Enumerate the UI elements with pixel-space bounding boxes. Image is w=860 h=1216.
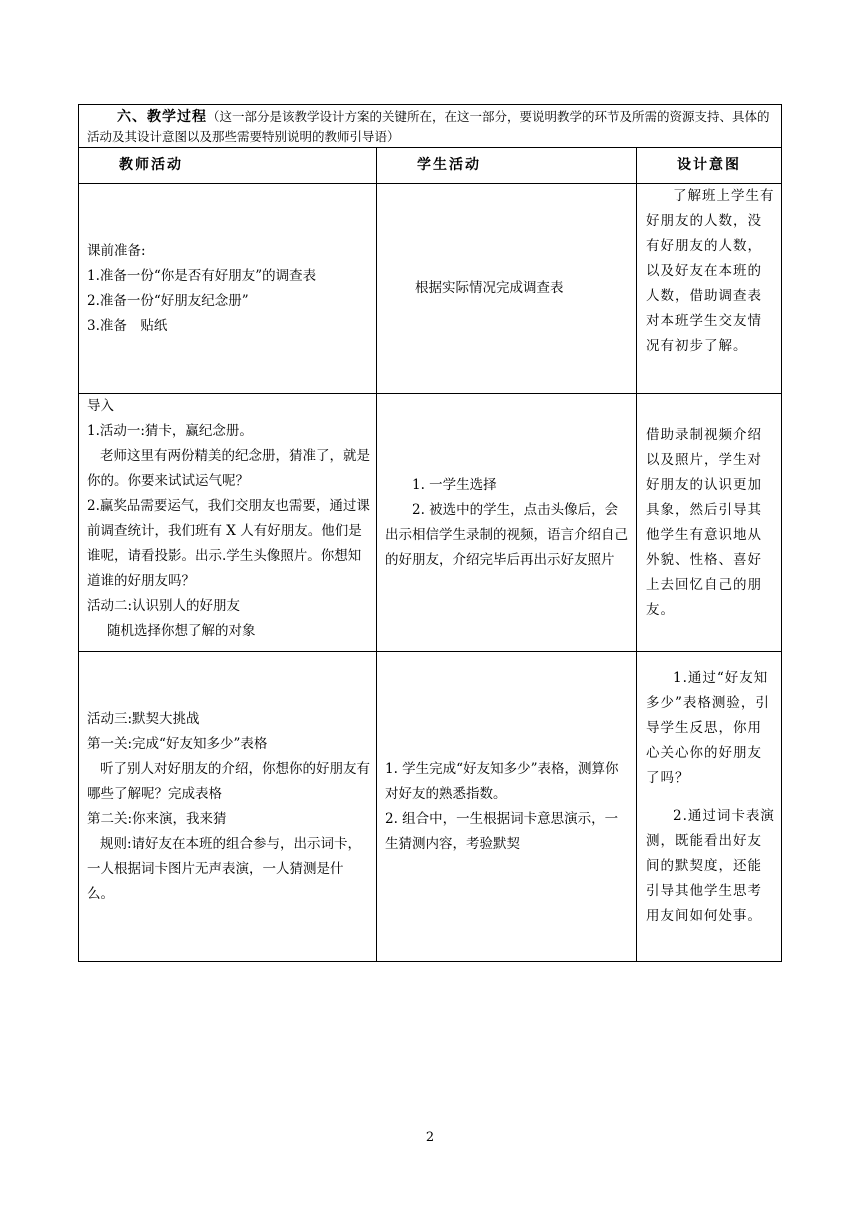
teacher-line: 课前准备:: [87, 242, 146, 259]
header-teacher-activity: 教师活动: [79, 148, 377, 184]
lesson-plan-sheet: [78, 104, 781, 962]
teacher-line: 2.赢奖品需要运气，我们交朋友也需要，通过课前调查统计，我们班有 X 人有好朋友。他们是谁呢，请看投影。出示.学生头像照片。你想知道谁的好朋友吗？: [87, 498, 370, 589]
teacher-line: 1.活动一:猜卡，赢纪念册。: [87, 423, 253, 439]
section-heading: 六、教学过程: [117, 109, 207, 125]
teacher-line: 导入: [87, 398, 114, 414]
teaching-process-table: [78, 104, 782, 962]
student-line: 根据实际情况完成调查表: [415, 280, 564, 296]
teacher-line: 2.准备一份“好朋友纪念册”: [87, 292, 249, 309]
teacher-activity-cell: [79, 184, 377, 394]
design-intent-cell: [637, 394, 782, 652]
student-activity-cell: [377, 184, 637, 394]
teacher-line: 随机选择你想了解的对象: [107, 623, 256, 639]
table-row: [79, 184, 782, 394]
student-line: 2. 组合中，一生根据词卡意思演示，一生猜测内容，考验默契: [385, 810, 619, 852]
teacher-line: 活动三:默契大挑战: [87, 710, 200, 727]
design-line: 1.通过“好友知多少”表格测验，引导学生反思，你用心关心你的好朋友了吗？: [646, 669, 770, 786]
design-line: 了解班上学生有好朋友的人数，没有好朋友的人数，以及好友在本班的人数，借助调查表对本班学生交友情况有初步了解。: [646, 188, 775, 354]
teacher-activity-cell: [79, 652, 377, 962]
section-title-cell: [79, 105, 782, 148]
section-title-row: [79, 105, 782, 148]
teacher-line: 第二关:你来演，我来猜: [87, 810, 227, 827]
student-activity-cell: [377, 394, 637, 652]
teacher-line: 活动二:认识别人的好朋友: [87, 598, 241, 614]
student-line: 1. 学生完成“好友知多少”表格，测算你对好友的熟悉指数。: [385, 760, 619, 802]
design-intent-cell: [637, 184, 782, 394]
student-line: 1. 一学生选择: [412, 476, 497, 493]
design-line: 借助录制视频介绍以及照片，学生对好朋友的认识更加具象，然后引导其他学生有意识地从外貌、性格、喜好上去回忆自己的朋友。: [646, 426, 762, 618]
teacher-line: 规则:请好友在本班的组合参与，出示词卡，一人根据词卡图片无声表演，一人猜测是什么。: [87, 835, 362, 902]
teacher-activity-cell: [79, 394, 377, 652]
table-row: [79, 394, 782, 652]
section-note: （这一部分是该教学设计方案的关键所在，在这一部分，要说明教学的环节及所需的资源支持、具体的活动及其设计意图以及那些需要特别说明的教师引导语）: [87, 109, 770, 144]
header-design-intent: 设计意图: [637, 148, 782, 184]
teacher-line: 听了别人对好朋友的介绍，你想你的好朋友有哪些了解呢？完成表格: [87, 760, 370, 802]
header-student-activity: 学生活动: [377, 148, 637, 184]
page-number: 2: [425, 1130, 435, 1145]
design-intent-cell: [637, 652, 782, 962]
table-header-row: [79, 148, 782, 184]
design-line: 2.通过词卡表演测，既能看出好友间的默契度，还能引导其他学生思考用友间如何处事。: [646, 808, 775, 924]
teacher-line: 第一关:完成“好友知多少”表格: [87, 735, 268, 752]
student-activity-cell: [377, 652, 637, 962]
table-row: [79, 652, 782, 962]
student-line: 2. 被选中的学生，点击头像后，会出示相信学生录制的视频，语言介绍自己的好朋友，介绍完毕后再出示好友照片: [385, 501, 628, 568]
teacher-line: 3.准备 贴纸: [87, 317, 168, 334]
teacher-line: 1.准备一份“你是否有好朋友”的调查表: [87, 267, 317, 284]
teacher-line: 老师这里有两份精美的纪念册，猜准了，就是你的。你要来试试运气呢？: [87, 448, 370, 489]
